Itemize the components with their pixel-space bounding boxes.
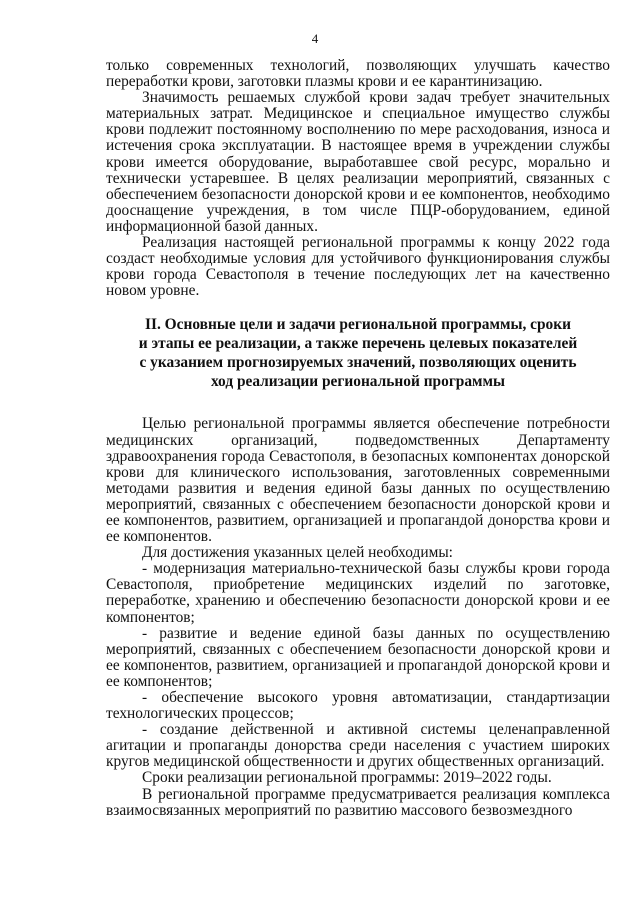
page-number: 4 xyxy=(311,31,319,46)
list-item: - модернизация материально-технической базы службы крови города Севастополя, приобретение медицинских изделий по заготовке, переработке, хранению и обеспечению безопасности донорской крови и ее компонентов; xyxy=(106,560,610,626)
paragraph: Целью региональной программы является обеспечение потребности медицинских организаций, подведомственных Департаменту здравоохранения города Севастополя, в безопасных компонентах донорской крови для клинического использования, заготовленных современными методами развития и ведения единой базы данных по осуществлению мероприятий, связанных с обеспечением безопасности донорской крови и ее компонентов, развитием, организацией и пропагандой донорства крови и ее компонентов. xyxy=(106,415,610,546)
section-heading-line: ход реализации региональной программы xyxy=(210,373,506,391)
paragraph: Сроки реализации региональной программы: 2019–2022 годы. xyxy=(142,769,552,787)
section-heading-line: и этапы ее реализации, а также перечень целевых показателей xyxy=(138,335,578,353)
list-item: - развитие и ведение единой базы данных по осуществлению мероприятий, связанных с обеспечением безопасности донорской крови и ее компонентов, развитием, организацией и пропагандой донорской крови и ее компонентов; xyxy=(106,624,610,690)
section-heading xyxy=(106,315,610,391)
list-item: - создание действенной и активной системы целенаправленной агитации и пропаганды донорства среди населения с участием широких кругов медицинской общественности и других общественных организаций. xyxy=(106,721,610,771)
paragraph: В региональной программе предусматривается реализация комплекса взаимосвязанных мероприятий по развитию массового безвозмездного xyxy=(106,785,610,819)
paragraph: Реализация настоящей региональной программы к концу 2022 года создаст необходимые условия для устойчивого функционирования службы крови города Севастополя в течение последующих лет на качественно новом уровне. xyxy=(106,234,610,300)
list-item: - обеспечение высокого уровня автоматизации, стандартизации технологических процессов; xyxy=(106,689,610,723)
section-heading-line: с указанием прогнозируемых значений, позволяющих оценить xyxy=(139,354,577,372)
paragraph: Для достижения указанных целей необходимы: xyxy=(142,544,453,562)
paragraph: только современных технологий, позволяющих улучшать качество переработки крови, заготовки плазмы крови и ее карантинизацию. xyxy=(106,57,610,91)
document-body xyxy=(106,58,610,819)
paragraph: Значимость решаемых службой крови задач требует значительных материальных затрат. Медицинское и специальное имущество службы крови подлежит постоянному восполнению по мере расходования, износа и истечения срока эксплуатации. В настоящее время в учреждении службы крови имеется оборудование, выработавшее свой ресурс, морально и технически устаревшее. В целях реализации мероприятий, связанных с обеспечением безопасности донорской крови и ее компонентов, необходимо дооснащение учреждения, в том числе ПЦР-оборудованием, единой информационной базой данных. xyxy=(106,89,610,235)
section-heading-line: II. Основные цели и задачи региональной программы, сроки xyxy=(145,316,571,334)
